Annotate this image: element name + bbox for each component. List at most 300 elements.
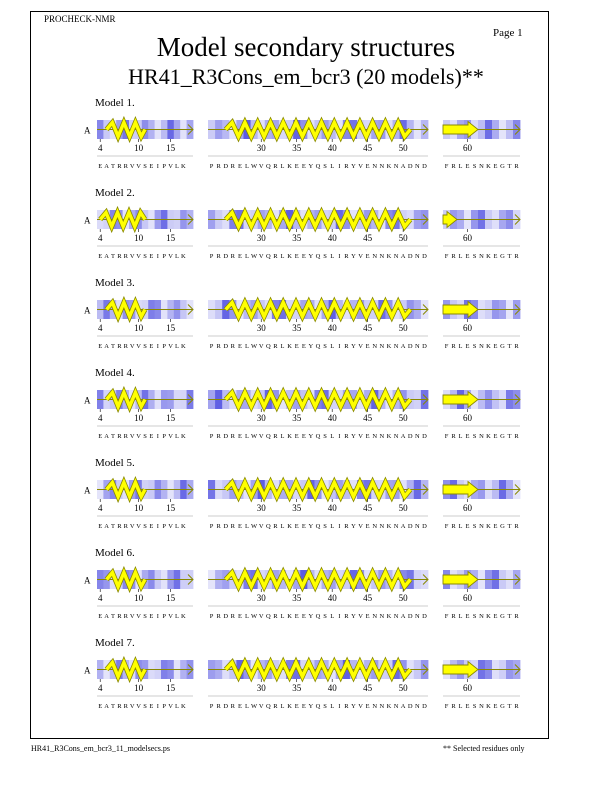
sequence-residue: P [209,523,214,530]
sequence-residue: S [323,523,327,530]
sequence-residue: Y [308,703,314,710]
sequence-residue: V [168,703,173,710]
sequence-residue: R [273,523,278,530]
sequence-residue: P [209,613,214,620]
sequence-residue: E [237,163,242,170]
sequence-residue: L [175,253,179,260]
sequence-residue: K [181,253,186,260]
tick-label: 4 [97,143,103,153]
sequence-residue: A [400,613,406,620]
sequence-residue: N [415,253,420,260]
tick-label: 30 [256,323,266,333]
sequence-residue: K [486,433,491,440]
sequence-residue: G [500,613,505,620]
tick-label: 35 [292,413,302,423]
sequence-residue: P [162,343,167,350]
sequence-residue: T [111,343,115,350]
sequence-residue: K [386,703,392,710]
sequence-residue: R [514,433,519,440]
sequence-residue: I [338,433,341,440]
sequence-residue: N [393,433,399,440]
sequence-residue: N [415,703,420,710]
sequence-residue: Y [308,343,314,350]
sequence-residue: E [294,253,299,260]
sequence-residue: L [175,523,179,530]
sequence-residue: E [149,343,154,350]
sequence-residue: L [458,613,463,620]
sequence-residue: V [168,523,173,530]
tick-label: 60 [463,593,472,603]
tick-label: 35 [292,143,302,153]
sequence-residue: E [149,613,154,620]
sequence-residue: F [444,253,449,260]
sequence-residue: N [372,703,378,710]
sequence-residue: R [230,253,236,260]
sequence-residue: V [129,613,135,620]
sequence-residue: L [330,253,335,260]
tick-label: 4 [97,413,103,423]
sequence-residue: S [472,343,477,350]
sequence-residue: N [393,163,399,170]
tick-label: 40 [327,323,337,333]
sequence-residue: K [181,163,186,170]
sequence-residue: D [223,523,229,530]
sequence-residue: S [323,703,327,710]
model-panel [84,277,520,350]
sequence-residue: Q [315,613,321,620]
sequence-residue: T [111,613,115,620]
sequence-residue: I [156,253,159,260]
sequence-residue: R [123,613,128,620]
sequence-residue: S [323,343,327,350]
sequence-residue: S [323,433,327,440]
tick-label: 40 [327,683,337,693]
chain-label: A [84,395,91,406]
model-panel [84,97,520,170]
sequence-residue: P [209,343,214,350]
sequence-residue: E [493,523,498,530]
sequence-residue: R [216,343,221,350]
tick-label: 10 [134,683,144,693]
sequence-residue: I [338,163,341,170]
sequence-residue: I [338,703,341,710]
sequence-residue: Y [351,163,356,170]
sequence-residue: P [209,703,214,710]
tick-label: 4 [97,503,103,513]
sequence-residue: E [294,343,299,350]
sequence-residue: N [415,343,420,350]
sequence-residue: I [156,703,159,710]
sequence-residue: E [493,703,498,710]
sequence-residue: R [344,703,349,710]
sequence-residue: Y [308,523,314,530]
tick-label: 10 [134,503,144,513]
footer-note: ** Selected residues only [443,744,525,753]
chain-label: A [84,305,91,316]
tick-label: 60 [463,233,472,243]
sequence-residue: L [175,163,179,170]
sequence-residue: V [358,613,363,620]
tick-label: 40 [327,413,337,423]
tick-label: 30 [256,683,266,693]
sequence-residue: I [156,343,159,350]
sequence-residue: P [162,613,167,620]
tick-label: 50 [398,503,408,513]
sequence-residue: L [245,703,250,710]
sequence-residue: S [472,703,477,710]
sequence-residue: E [301,433,306,440]
sequence-residue: L [280,613,285,620]
sequence-residue: K [486,163,491,170]
sequence-residue: E [237,343,242,350]
sequence-residue: R [451,253,456,260]
sequence-residue: E [98,163,103,170]
sequence-residue: E [294,163,299,170]
sequence-residue: Y [351,523,356,530]
sequence-residue: V [258,523,264,530]
sequence-residue: S [323,253,327,260]
sequence-residue: E [465,253,470,260]
sequence-residue: D [422,163,427,170]
sequence-residue: R [117,523,122,530]
sequence-residue: D [422,343,427,350]
sequence-residue: N [479,163,484,170]
sequence-residue: R [273,343,278,350]
sequence-residue: F [444,343,449,350]
sequence-residue: A [104,253,109,260]
sequence-residue: I [156,163,159,170]
sequence-residue: D [223,703,229,710]
sequence-residue: S [143,613,147,620]
sequence-residue: G [500,703,505,710]
sequence-residue: T [507,613,512,620]
sequence-residue: E [149,163,154,170]
sequence-residue: Q [315,703,321,710]
sequence-residue: P [209,433,214,440]
sequence-residue: D [223,613,229,620]
chain-label: A [84,575,91,586]
sequence-residue: I [156,523,159,530]
sequence-residue: D [223,433,229,440]
sequence-residue: K [386,253,392,260]
sequence-residue: D [223,253,229,260]
sequence-residue: L [245,523,250,530]
sequence-residue: E [98,433,103,440]
sequence-residue: N [379,703,385,710]
sequence-residue: R [451,163,456,170]
sequence-residue: S [472,433,477,440]
sequence-residue: L [245,163,250,170]
sequence-residue: W [251,433,258,440]
sequence-residue: K [486,523,491,530]
sequence-residue: L [458,163,463,170]
sequence-residue: Q [265,253,271,260]
model-label: Model 5. [95,457,135,469]
sequence-residue: V [258,343,264,350]
sequence-residue: R [273,253,278,260]
sequence-residue: D [422,523,427,530]
sequence-residue: D [223,343,229,350]
sequence-residue: K [287,343,292,350]
tick-label: 60 [463,323,472,333]
sequence-residue: K [386,433,392,440]
sequence-residue: K [287,703,292,710]
sequence-residue: V [129,433,135,440]
sequence-residue: R [273,163,278,170]
tick-label: 40 [327,503,337,513]
sequence-residue: T [507,523,512,530]
sequence-residue: V [168,343,173,350]
sequence-residue: E [237,703,242,710]
sequence-residue: D [407,163,413,170]
sequence-residue: W [251,343,258,350]
sequence-residue: Y [308,613,314,620]
sequence-residue: K [486,343,491,350]
program-label: PROCHECK-NMR [44,14,116,24]
sequence-residue: T [507,253,512,260]
sequence-residue: K [287,253,292,260]
tick-label: 4 [97,323,103,333]
sequence-residue: R [123,253,128,260]
sequence-residue: L [280,343,285,350]
sequence-residue: R [117,703,122,710]
tick-label: 10 [134,233,144,243]
sequence-residue: T [507,163,512,170]
sequence-residue: Y [351,703,356,710]
sequence-residue: R [451,433,456,440]
sequence-residue: L [245,343,250,350]
sequence-residue: F [444,523,449,530]
tick-label: 45 [363,143,373,153]
sequence-residue: E [301,163,306,170]
model-label: Model 7. [95,637,135,649]
sequence-residue: K [486,703,491,710]
sequence-residue: P [209,253,214,260]
sequence-residue: D [407,703,413,710]
sequence-residue: N [372,433,378,440]
sequence-residue: N [372,253,378,260]
sequence-residue: L [175,343,179,350]
tick-label: 10 [134,593,144,603]
sequence-residue: S [472,163,477,170]
sequence-residue: S [143,433,147,440]
sequence-residue: P [162,433,167,440]
sequence-residue: I [338,613,341,620]
sequence-residue: T [111,523,115,530]
sequence-residue: L [280,253,285,260]
sequence-residue: E [465,523,470,530]
sequence-residue: R [216,433,221,440]
sequence-residue: E [365,163,370,170]
tick-label: 35 [292,683,302,693]
sequence-residue: T [507,433,512,440]
sequence-residue: E [465,163,470,170]
sequence-residue: D [407,523,413,530]
sequence-residue: R [344,433,349,440]
sequence-residue: R [273,613,278,620]
sequence-residue: I [156,433,159,440]
sequence-residue: E [98,613,103,620]
sequence-residue: L [458,343,463,350]
sequence-residue: L [330,343,335,350]
sequence-residue: N [372,613,378,620]
sequence-residue: S [323,613,327,620]
sequence-residue: Y [308,433,314,440]
sequence-residue: V [258,253,264,260]
sequence-residue: K [181,433,186,440]
sequence-residue: D [407,433,413,440]
sequence-residue: W [251,613,258,620]
sequence-residue: N [479,703,484,710]
sequence-residue: E [365,253,370,260]
sequence-residue: E [237,253,242,260]
sequence-residue: L [330,703,335,710]
sequence-residue: N [393,613,399,620]
sequence-residue: A [400,343,406,350]
sequence-residue: K [486,613,491,620]
sequence-residue: N [479,253,484,260]
sequence-residue: V [168,163,173,170]
sequence-residue: V [358,343,363,350]
sequence-residue: R [117,163,122,170]
sequence-residue: S [143,703,147,710]
sequence-residue: R [273,433,278,440]
sequence-residue: S [472,253,477,260]
sequence-residue: E [301,703,306,710]
tick-label: 50 [398,683,408,693]
sequence-residue: T [111,253,115,260]
sequence-residue: V [136,253,141,260]
sequence-residue: N [379,343,385,350]
sequence-residue: E [98,343,103,350]
sequence-residue: N [372,343,378,350]
sequence-residue: E [237,613,242,620]
sequence-residue: N [379,613,385,620]
sequence-residue: S [143,253,147,260]
sequence-residue: D [223,163,229,170]
sequence-residue: E [365,523,370,530]
sequence-residue: Y [308,163,314,170]
sequence-residue: V [129,523,135,530]
sequence-residue: N [393,253,399,260]
sequence-residue: R [216,703,221,710]
model-panel [84,547,520,620]
sequence-residue: Q [315,163,321,170]
model-panel [84,367,520,440]
sequence-residue: N [479,613,484,620]
sequence-residue: V [129,163,135,170]
model-label: Model 4. [95,367,135,379]
model-panel [84,187,520,260]
sequence-residue: E [365,343,370,350]
sequence-residue: R [230,523,236,530]
tick-label: 15 [166,593,176,603]
sequence-residue: W [251,253,258,260]
footer-filename: HR41_R3Cons_em_bcr3_11_modelsecs.ps [31,744,171,753]
tick-label: 45 [363,233,373,243]
sequence-residue: Q [315,343,321,350]
sequence-residue: L [280,433,285,440]
tick-label: 45 [363,413,373,423]
sequence-residue: E [237,433,242,440]
tick-label: 4 [97,593,103,603]
sequence-residue: G [500,343,505,350]
sequence-residue: A [400,703,406,710]
sequence-residue: R [117,613,122,620]
sequence-residue: R [230,163,236,170]
sequence-residue: N [379,163,385,170]
sequence-residue: L [458,253,463,260]
sequence-residue: E [365,703,370,710]
sequence-residue: R [216,613,221,620]
sequence-residue: A [104,703,109,710]
sequence-residue: L [175,433,179,440]
sequence-residue: S [472,613,477,620]
model-panel [84,457,520,530]
sequence-residue: K [181,523,186,530]
sequence-residue: E [301,523,306,530]
sequence-residue: Y [351,253,356,260]
sequence-residue: E [493,433,498,440]
sequence-residue: R [451,343,456,350]
sequence-residue: V [258,433,264,440]
sequence-residue: Q [265,703,271,710]
sequence-residue: F [444,433,449,440]
sequence-residue: E [465,613,470,620]
sequence-residue: R [117,253,122,260]
sequence-residue: R [123,163,128,170]
tick-label: 30 [256,593,266,603]
sequence-residue: V [168,613,173,620]
sequence-residue: V [129,253,135,260]
tick-label: 45 [363,503,373,513]
sequence-residue: Q [265,433,271,440]
sequence-residue: R [344,163,349,170]
sequence-residue: S [143,343,147,350]
sequence-residue: L [245,433,250,440]
sequence-residue: R [230,703,236,710]
sequence-residue: E [149,523,154,530]
sequence-residue: R [117,433,122,440]
sequence-residue: R [216,523,221,530]
sequence-residue: S [323,163,327,170]
sequence-residue: R [117,343,122,350]
sequence-residue: N [393,523,399,530]
sequence-residue: A [104,343,109,350]
sequence-residue: A [104,433,109,440]
sequence-residue: R [230,343,236,350]
sequence-residue: L [330,163,335,170]
sequence-residue: G [500,163,505,170]
chain-label: A [84,665,91,676]
sequence-residue: L [330,433,335,440]
tick-label: 15 [166,323,176,333]
tick-label: 15 [166,233,176,243]
sequence-residue: R [123,433,128,440]
sequence-residue: N [479,343,484,350]
sequence-residue: A [400,253,406,260]
tick-label: 50 [398,323,408,333]
tick-label: 35 [292,323,302,333]
sequence-residue: W [251,523,258,530]
tick-label: 15 [166,143,176,153]
sequence-residue: R [230,613,236,620]
sequence-residue: R [514,253,519,260]
sequence-residue: E [98,523,103,530]
sequence-residue: E [365,433,370,440]
sequence-residue: T [111,703,115,710]
tick-label: 40 [327,593,337,603]
